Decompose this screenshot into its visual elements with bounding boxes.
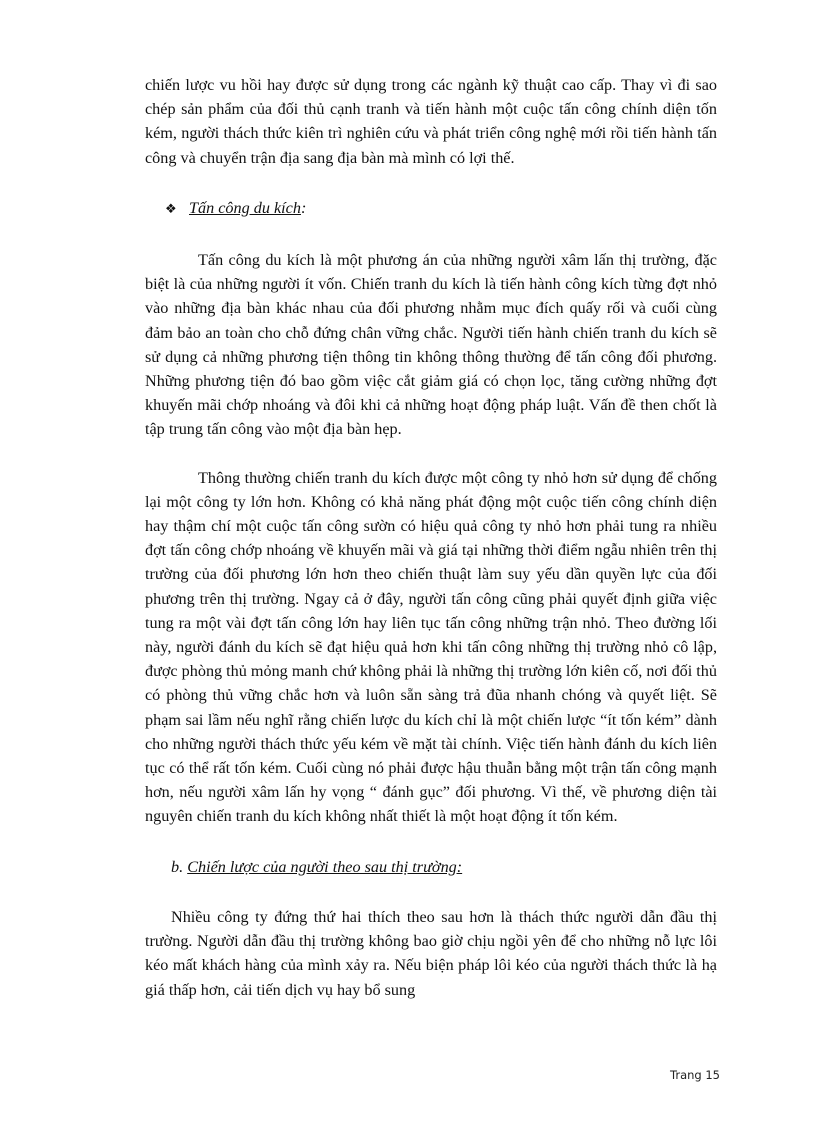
section-heading-guerrilla (145, 196, 717, 222)
heading-guerrilla-colon: : (300, 198, 307, 217)
diamond-bullet-icon: ❖ (165, 201, 177, 217)
document-page (145, 73, 717, 1002)
section-heading-follower (145, 855, 717, 879)
page-number: Trang 15 (670, 1068, 720, 1082)
paragraph-3: Thông thường chiến tranh du kích được một công ty nhỏ hơn sử dụng để chống lại một công ty lớn hơn. Không có khả năng phát động một cuộc tiến công chính diện hay thậm chí một cuộc tấn công sườn có hiệu quả công ty nhỏ hơn phải tung ra nhiều đợt tấn công chớp nhoáng về khuyến mãi và giá tại những thời điểm ngẫu nhiên trên thị trường của đối phương lớn hơn theo chiến thuật làm suy yếu dần quyền lực của đối phương trên thị trường. Ngay cả ở đây, người tấn công cũng phải quyết định giữa việc tung ra một vài đợt tấn công lớn hay liên tục tấn công những trận nhỏ. Theo đường lối này, người đánh du kích sẽ đạt hiệu quả hơn khi tấn công những thị trường nhỏ cô lập, được phòng thủ mỏng manh chứ không phải là những thị trường lớn kiên cố, nơi đối thủ có phòng thủ vững chắc hơn và luôn sẵn sàng trả đũa nhanh chóng và quyết liệt. Sẽ phạm sai lầm nếu nghĩ rằng chiến lược du kích chỉ là một chiến lược “ít tốn kém” dành cho những người thách thức yếu kém về mặt tài chính. Việc tiến hành đánh du kích liên tục có thể rất tốn kém. Cuối cùng nó phải được hậu thuẫn bằng một trận tấn công mạnh hơn, nếu người xâm lấn hy vọng “ đánh gục” đối phương. Vì thế, về phương diện tài nguyên chiến tranh du kích không nhất thiết là một hoạt động ít tốn kém. (145, 468, 717, 826)
heading-guerrilla-text: Tấn công du kích (189, 198, 301, 217)
paragraph-1: chiến lược vu hồi hay được sử dụng trong các ngành kỹ thuật cao cấp. Thay vì đi sao chép sản phẩm của đối thủ cạnh tranh và tiến hành một cuộc tấn công chính diện tốn kém, người thách thức kiên trì nghiên cứu và phát triển công nghệ mới rồi tiến hành tấn công và chuyển trận địa sang địa bàn mà mình có lợi thế. (145, 76, 717, 167)
heading-follower-prefix: b. (171, 857, 188, 876)
paragraph-4: Nhiều công ty đứng thứ hai thích theo sau hơn là thách thức người dẫn đầu thị trường. Người dẫn đầu thị trường không bao giờ chịu ngồi yên để cho những nỗ lực lôi kéo mất khách hàng của mình xảy ra. Nếu biện pháp lôi kéo của người thách thức là hạ giá thấp hơn, cải tiến dịch vụ hay bổ sung (145, 907, 717, 999)
heading-follower-text: Chiến lược của người theo sau thị trường: (187, 857, 463, 876)
paragraph-2: Tấn công du kích là một phương án của những người xâm lấn thị trường, đặc biệt là của những người ít vốn. Chiến tranh du kích là tiến hành công kích từng đợt nhỏ vào những địa bàn khác nhau của đối phương nhằm mục đích quấy rối và cuối cùng đảm bảo an toàn cho chỗ đứng chân vững chắc. Người tiến hành chiến tranh du kích sẽ sử dụng cả những phương tiện thông tin không thông thường để tấn công đối phương. Những phương tiện đó bao gồm việc cắt giảm giá có chọn lọc, tăng cường những đợt khuyến mãi chớp nhoáng và đôi khi cả những hoạt động pháp luật. Vấn đề then chốt là tập trung tấn công vào một địa bàn hẹp. (145, 251, 717, 439)
